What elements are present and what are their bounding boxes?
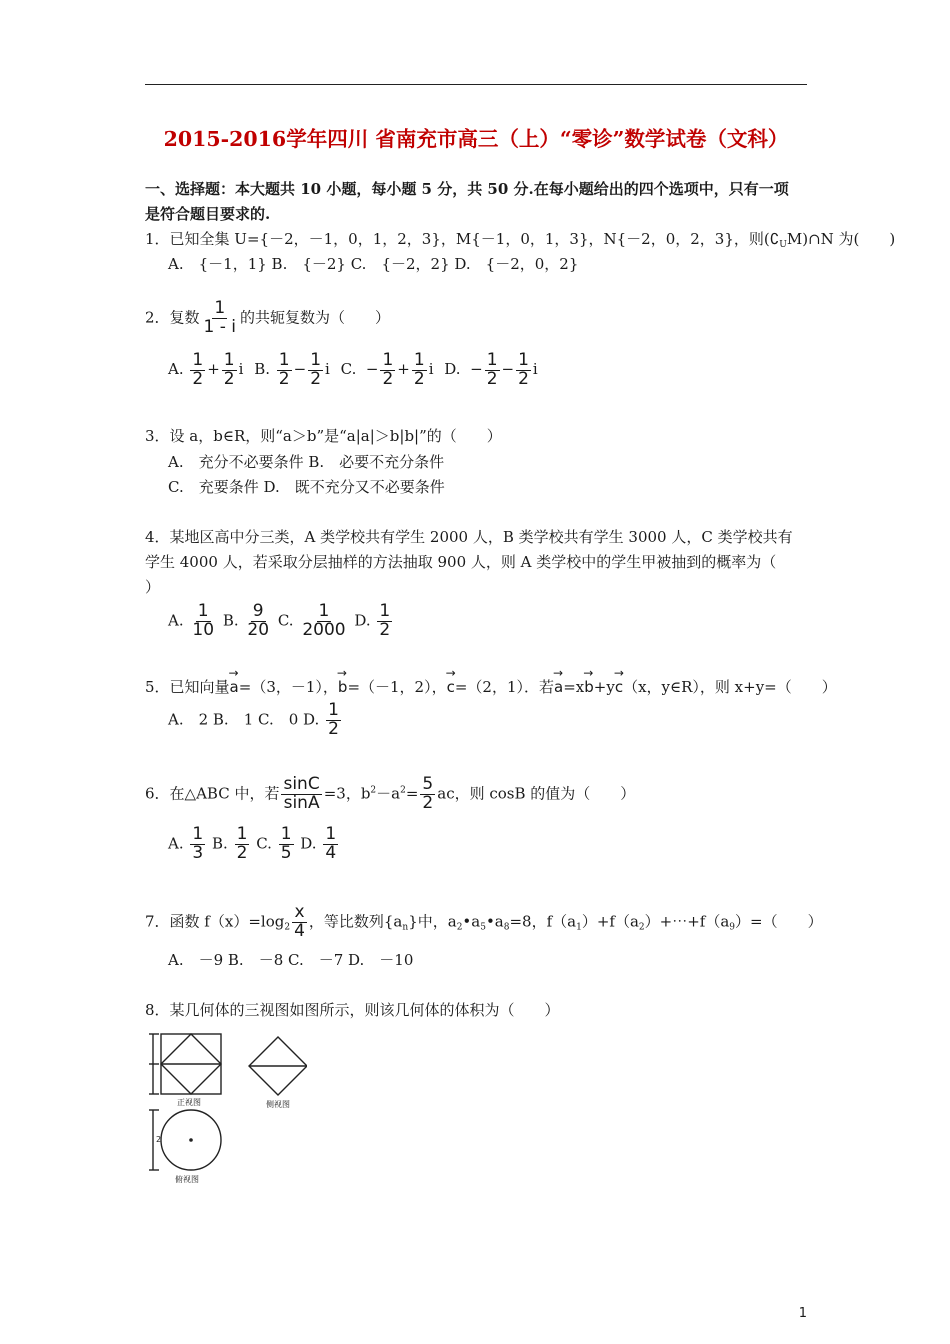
section-heading-line1: 一、选择题：本大题共 10 小题，每小题 5 分，共 50 分.在每小题给出的四个选项中，只有一项	[145, 180, 789, 198]
q7-text-2: ，等比数列{a	[308, 912, 403, 931]
question-4-line2: 学生 4000 人，若采取分层抽样的方法抽取 900 人，则 A 类学校中的学生甲被抽到的概率为（	[145, 553, 777, 571]
q2-c-d1: 2	[382, 368, 394, 389]
q6-a-n: 1	[192, 824, 204, 844]
vector-b-2: → b	[584, 678, 594, 696]
q2-a-d1: 2	[192, 368, 204, 389]
q2-b-n2: 1	[310, 350, 322, 370]
q4-d-label: D.	[354, 611, 371, 630]
q4-a-frac	[190, 603, 216, 640]
q6-ratio-frac	[281, 776, 321, 813]
question-1-options: A. {－1，1} B. {－2} C. {－2，2} D. {－2，0，2}	[168, 255, 579, 273]
q6-a-frac	[190, 826, 205, 863]
q1-text-a: 1．已知全集 U={－2，－1，0，1，2，3}，M{－1，0，1，3}，N{－2，0，2，3}，则(	[145, 230, 770, 248]
q2-d-d2: 2	[518, 368, 529, 389]
q2-d-label: D.	[444, 360, 461, 379]
q2-a-d2: 2	[223, 368, 235, 389]
q2-d-op: −	[501, 360, 515, 379]
q5-d-n: 1	[328, 700, 339, 720]
question-5-stem	[145, 676, 837, 697]
q2-d-frac2	[516, 352, 531, 389]
q7-sub-n: n	[402, 922, 409, 933]
q6-b-frac	[235, 826, 250, 863]
q6-text-1: 6．在△ABC 中，若	[145, 784, 280, 803]
q6-d-n: 1	[325, 824, 337, 844]
vector-b: → b	[338, 678, 348, 696]
q2-c-label: C.	[340, 360, 357, 379]
q6-sup-2: 2	[400, 785, 406, 796]
q1-text-b: M)∩N 为( )	[786, 230, 896, 248]
q6-text-4: =	[405, 784, 419, 803]
q2-d-d1: 2	[486, 368, 498, 389]
q2-option-b	[254, 350, 330, 389]
q6-c-label: C.	[256, 834, 272, 853]
q2-b-frac1	[277, 352, 292, 389]
q7-frac-d: 4	[294, 920, 305, 941]
q2-a-n1: 1	[192, 350, 204, 370]
q1-sub-u: U	[779, 240, 787, 250]
q7-text-3: }中，a	[408, 912, 457, 931]
q2-b-op: −	[293, 360, 307, 379]
q2-a-n2: 1	[223, 350, 235, 370]
q2-b-frac2	[308, 352, 323, 389]
three-view-figure	[147, 1030, 307, 1185]
q2-denominator: 1 - i	[203, 316, 237, 337]
q6-a-d: 3	[192, 842, 204, 863]
q6-five-d: 2	[422, 792, 434, 813]
q5-text-5: =x	[563, 678, 585, 696]
q2-option-a	[168, 350, 244, 389]
q2-text-a: 2．复数	[145, 308, 200, 327]
q5-text-1: 5．已知向量	[145, 678, 230, 696]
q2-c-frac1	[380, 352, 395, 389]
question-7-stem	[145, 904, 823, 941]
q2-c-tail: i	[428, 360, 434, 379]
q5-text-6: +y	[593, 678, 615, 696]
q6-c-n: 1	[280, 824, 292, 844]
q6-b-d: 2	[236, 842, 248, 863]
question-2-options	[168, 352, 538, 389]
q5-text-3: =（－1，2），	[347, 678, 447, 696]
q5-text-4: =（2，1）．若	[454, 678, 554, 696]
q6-c-frac	[279, 826, 294, 863]
q6-d-label: D.	[300, 834, 317, 853]
question-6-stem	[145, 776, 635, 813]
question-2-stem	[145, 300, 390, 337]
question-1-stem	[145, 228, 895, 250]
q4-a-n: 1	[197, 601, 209, 621]
q2-numerator: 1	[214, 298, 226, 318]
q4-c-frac	[300, 603, 347, 640]
q6-ratio-d: sinA	[283, 792, 320, 813]
q6-b-n: 1	[236, 824, 248, 844]
q6-five-halves	[420, 776, 435, 813]
q6-five-n: 5	[422, 774, 434, 794]
q2-b-tail: i	[325, 360, 330, 379]
q2-c-d2: 2	[413, 368, 425, 389]
q2-d-tail: i	[532, 360, 538, 379]
question-8-stem: 8．某几何体的三视图如图所示，则该几何体的体积为（ ）	[145, 1001, 560, 1019]
q4-a-d: 10	[192, 619, 215, 640]
q2-b-label: B.	[254, 360, 271, 379]
q6-d-frac	[323, 826, 338, 863]
q7-text-4: •a	[462, 912, 481, 931]
q7-text-7: ）+f（a	[581, 912, 639, 931]
q4-b-frac	[245, 603, 271, 640]
q5-options-text: A. 2 B. 1 C. 0 D.	[168, 710, 320, 729]
q2-b-d1: 2	[278, 368, 290, 389]
question-3-options-row2: C. 充要条件 D. 既不充分又不必要条件	[168, 478, 445, 496]
question-4-line1: 4．某地区高中分三类，A 类学校共有学生 2000 人，B 类学校共有学生 3000 人，C 类学校共有	[145, 528, 793, 546]
page-number: 1	[798, 1306, 807, 1321]
header-rule	[145, 84, 807, 85]
q6-d-d: 4	[325, 842, 337, 863]
q7-sub-5: 5	[480, 922, 486, 933]
q7-frac-n: x	[294, 902, 305, 922]
q6-text-2: =3，b	[323, 784, 371, 803]
question-3-options-row1: A. 充分不必要条件 B. 必要不充分条件	[168, 453, 445, 471]
q2-c-n2: 1	[413, 350, 425, 370]
q7-sub-1: 1	[576, 922, 582, 933]
q5-d-d: 2	[328, 718, 339, 739]
q2-c-op: +	[397, 360, 410, 379]
q2-d-pre: −	[470, 360, 483, 379]
side-view-label: 侧视图	[266, 1100, 290, 1109]
q2-a-tail: i	[238, 360, 244, 379]
q2-b-d2: 2	[310, 368, 322, 389]
question-3-stem: 3．设 a，b∈R，则“a＞b”是“a|a|＞b|b|”的（ ）	[145, 427, 502, 445]
q2-b-n1: 1	[278, 350, 290, 370]
q6-ratio-n: sinC	[283, 774, 320, 794]
vector-a-2: → a	[554, 678, 563, 696]
q7-frac	[292, 904, 307, 941]
q6-b-label: B.	[212, 834, 228, 853]
page-title: 2015-2016学年四川 省南充市高三（上）“零诊”数学试卷（文科）	[163, 127, 789, 151]
q7-sub-2b: 2	[638, 922, 645, 933]
q4-c-d: 2000	[302, 619, 346, 640]
q4-d-n: 1	[379, 601, 391, 621]
q4-b-d: 20	[247, 619, 270, 640]
q5-d-frac	[326, 702, 341, 739]
question-7-options: A. －9 B. －8 C. －7 D. －10	[168, 951, 414, 969]
side-view	[249, 1037, 307, 1095]
section-heading-line2: 是符合题目要求的.	[145, 205, 271, 223]
complement-symbol: ∁	[769, 230, 780, 248]
q4-a-label: A.	[168, 611, 184, 630]
q6-text-3: －a	[376, 784, 401, 803]
q2-option-c	[340, 350, 434, 389]
q2-fraction	[202, 300, 238, 337]
question-6-options	[168, 826, 340, 863]
question-5-options	[168, 702, 343, 739]
q6-sup-1: 2	[370, 785, 377, 796]
q4-d-d: 2	[379, 619, 391, 640]
dimension-label: 2	[156, 1135, 162, 1144]
q4-c-n: 1	[318, 601, 330, 621]
vector-c: → c	[447, 678, 455, 696]
q5-text-2: =（3，－1），	[238, 678, 338, 696]
q2-d-frac1	[485, 352, 500, 389]
q2-d-n2: 1	[518, 350, 529, 370]
q2-option-d	[444, 350, 538, 389]
question-4-line3: ）	[145, 578, 161, 596]
vector-a: → a	[230, 678, 239, 696]
q2-a-label: A.	[168, 360, 184, 379]
q5-text-7: （x，y∈R），则 x+y=（ ）	[623, 678, 837, 696]
q7-text-6: =8，f（a	[509, 912, 577, 931]
q4-c-label: C.	[277, 611, 294, 630]
q4-d-frac	[377, 603, 392, 640]
q6-text-5: ac，则 cosB 的值为（ ）	[437, 784, 636, 803]
q2-text-b: 的共轭复数为（ ）	[240, 308, 391, 327]
q7-text-9: ）=（ ）	[735, 912, 823, 931]
top-view-label: 俯视图	[175, 1175, 199, 1184]
vector-c-2: → c	[615, 678, 623, 696]
q7-text-8: ）+⋯+f（a	[644, 912, 730, 931]
q4-b-label: B.	[222, 611, 239, 630]
q2-c-pre: −	[365, 360, 379, 379]
front-view-label: 正视图	[177, 1098, 201, 1107]
q2-c-frac2	[412, 352, 427, 389]
q6-c-d: 5	[280, 842, 292, 863]
front-view	[149, 1034, 221, 1094]
top-view-center-dot	[189, 1138, 193, 1142]
q2-a-frac2	[222, 352, 237, 389]
q7-sub-9: 9	[729, 922, 736, 933]
q7-log-base: 2	[284, 922, 291, 933]
q2-a-frac1	[190, 352, 205, 389]
q7-text-1: 7．函数 f（x）=log	[145, 912, 285, 931]
q2-d-n1: 1	[486, 350, 498, 370]
q6-a-label: A.	[168, 834, 184, 853]
q2-c-n1: 1	[382, 350, 394, 370]
q7-text-5: •a	[485, 912, 504, 931]
q7-sub-8: 8	[503, 922, 510, 933]
q7-sub-2: 2	[456, 922, 463, 933]
q2-a-op: +	[207, 360, 220, 379]
question-4-options	[168, 603, 394, 640]
q4-b-n: 9	[252, 601, 264, 621]
